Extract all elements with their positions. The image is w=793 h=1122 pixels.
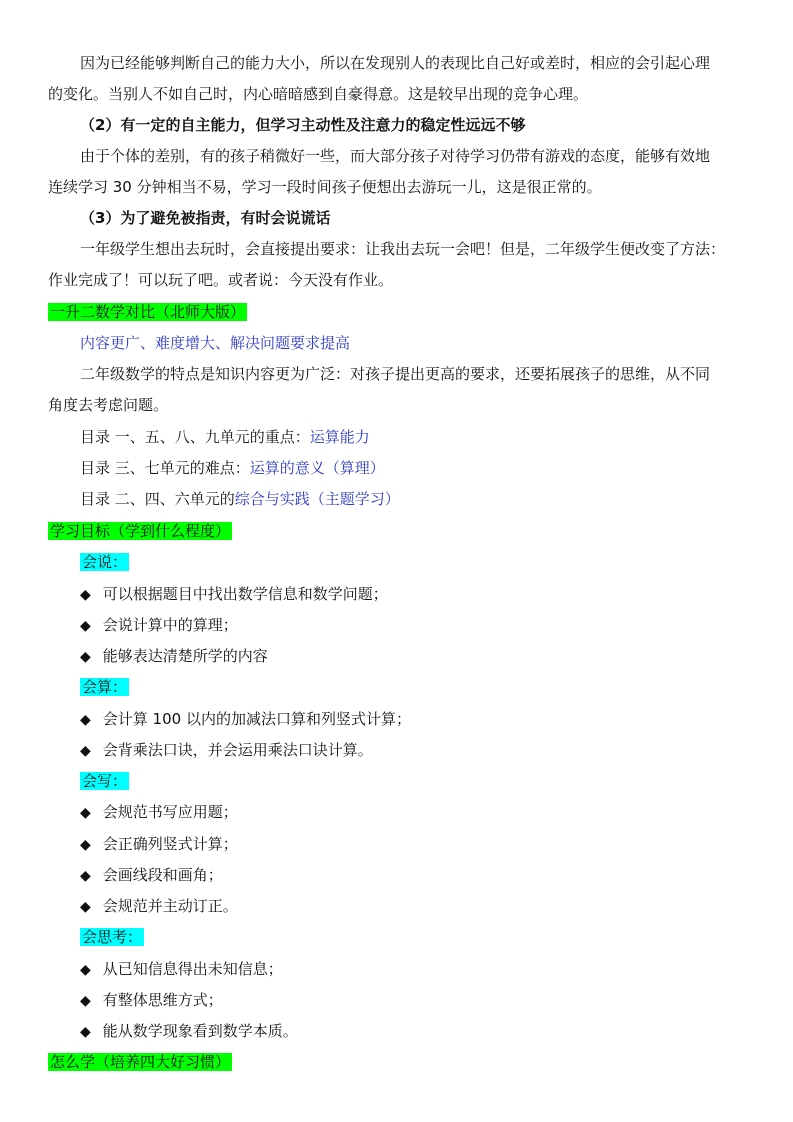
list-item: [80, 958, 283, 981]
section-2-heading: （2）有一定的自主能力，但学习主动性及注意力的稳定性远远不够: [80, 116, 526, 134]
list-item-text: 会规范书写应用题；: [102, 803, 238, 821]
list-item: [80, 645, 268, 668]
list-item: [80, 833, 238, 856]
list-item: [80, 708, 411, 731]
compare-line-1: 二年级数学的特点是知识内容更为广泛：对孩子提出更高的要求，还要拓展孩子的思维，从不同: [80, 365, 711, 383]
diamond-bullet-icon: ◆: [80, 743, 91, 759]
toc-row-1-highlight: 运算能力: [309, 428, 370, 446]
goal-group-label-calc: [80, 676, 129, 698]
intro-line-1: 因为已经能够判断自己的能力大小，所以在发现别人的表现比自己好或差时，相应的会引起心理: [80, 54, 711, 72]
list-item: [80, 864, 223, 887]
list-item-text: 能从数学现象看到数学本质。: [102, 1022, 298, 1040]
compare-subtitle: 内容更广、难度增大、解决问题要求提高: [80, 334, 351, 352]
diamond-bullet-icon: ◆: [80, 712, 91, 728]
toc-row-3-highlight: 综合与实践（主题学习）: [234, 490, 400, 508]
list-item: [80, 989, 223, 1012]
howto-heading-text: 怎么学（培养四大好习惯）: [50, 1053, 231, 1071]
diamond-bullet-icon: ◆: [80, 899, 91, 915]
list-item: [80, 614, 238, 637]
goals-heading-text: 学习目标（学到什么程度）: [50, 522, 231, 540]
section-3-heading: （3）为了避免被指责，有时会说谎话: [80, 209, 331, 227]
goal-group-label-think-text: 会思考：: [82, 928, 143, 946]
goal-group-label-write-text: 会写：: [82, 772, 128, 790]
list-item: [80, 1020, 298, 1043]
diamond-bullet-icon: ◆: [80, 837, 91, 853]
compare-heading: [48, 301, 247, 323]
list-item-text: 能够表达清楚所学的内容: [102, 647, 268, 665]
goals-heading: [48, 520, 232, 542]
diamond-bullet-icon: ◆: [80, 1024, 91, 1040]
list-item-text: 会规范并主动订正。: [102, 897, 238, 915]
section-2-line-1: 由于个体的差别，有的孩子稍微好一些，而大部分孩子对待学习仍带有游戏的态度，能够有效地: [80, 147, 711, 165]
toc-row-2-prefix: 目录 三、七单元的难点：: [80, 459, 250, 477]
section-2-line-2: 连续学习 30 分钟相当不易，学习一段时间孩子便想出去游玩一儿，这是很正常的。: [48, 178, 602, 196]
list-item: [80, 739, 373, 762]
list-item: [80, 583, 388, 606]
diamond-bullet-icon: ◆: [80, 868, 91, 884]
list-item-text: 会计算 100 以内的加减法口算和列竖式计算；: [102, 710, 411, 728]
diamond-bullet-icon: ◆: [80, 962, 91, 978]
goal-group-label-write: [80, 770, 129, 792]
diamond-bullet-icon: ◆: [80, 805, 91, 821]
goal-group-label-speak: [80, 551, 129, 573]
diamond-bullet-icon: ◆: [80, 649, 91, 665]
list-item-text: 有整体思维方式；: [102, 991, 223, 1009]
list-item-text: 会正确列竖式计算；: [102, 835, 238, 853]
section-3-line-2: 作业完成了！可以玩了吧。或者说：今天没有作业。: [48, 271, 394, 289]
list-item-text: 会背乘法口诀，并会运用乘法口诀计算。: [102, 741, 373, 759]
toc-row-2: [80, 457, 385, 479]
goal-group-label-think: [80, 926, 144, 948]
intro-line-2: 的变化。当别人不如自己时，内心暗暗感到自豪得意。这是较早出现的竞争心理。: [48, 85, 589, 103]
compare-line-2: 角度去考虑问题。: [48, 396, 169, 414]
list-item-text: 从已知信息得出未知信息；: [102, 960, 283, 978]
howto-heading: [48, 1051, 232, 1073]
list-item-text: 会画线段和画角；: [102, 866, 223, 884]
diamond-bullet-icon: ◆: [80, 618, 91, 634]
list-item-text: 可以根据题目中找出数学信息和数学问题；: [102, 585, 388, 603]
toc-row-1: [80, 426, 370, 448]
list-item-text: 会说计算中的算理；: [102, 616, 238, 634]
section-3-line-1: 一年级学生想出去玩时，会直接提出要求：让我出去玩一会吧！但是，二年级学生便改变了方法：: [80, 240, 726, 258]
toc-row-2-highlight: 运算的意义（算理）: [249, 459, 385, 477]
toc-row-3-prefix: 目录 二、四、六单元的: [80, 490, 235, 508]
diamond-bullet-icon: ◆: [80, 587, 91, 603]
compare-heading-text: 一升二数学对比（北师大版）: [50, 303, 246, 321]
goal-group-label-calc-text: 会算：: [82, 678, 128, 696]
diamond-bullet-icon: ◆: [80, 993, 91, 1009]
toc-row-1-prefix: 目录 一、五、八、九单元的重点：: [80, 428, 310, 446]
toc-row-3: [80, 488, 400, 510]
list-item: [80, 895, 238, 918]
list-item: [80, 801, 238, 824]
goal-group-label-speak-text: 会说：: [82, 553, 128, 571]
